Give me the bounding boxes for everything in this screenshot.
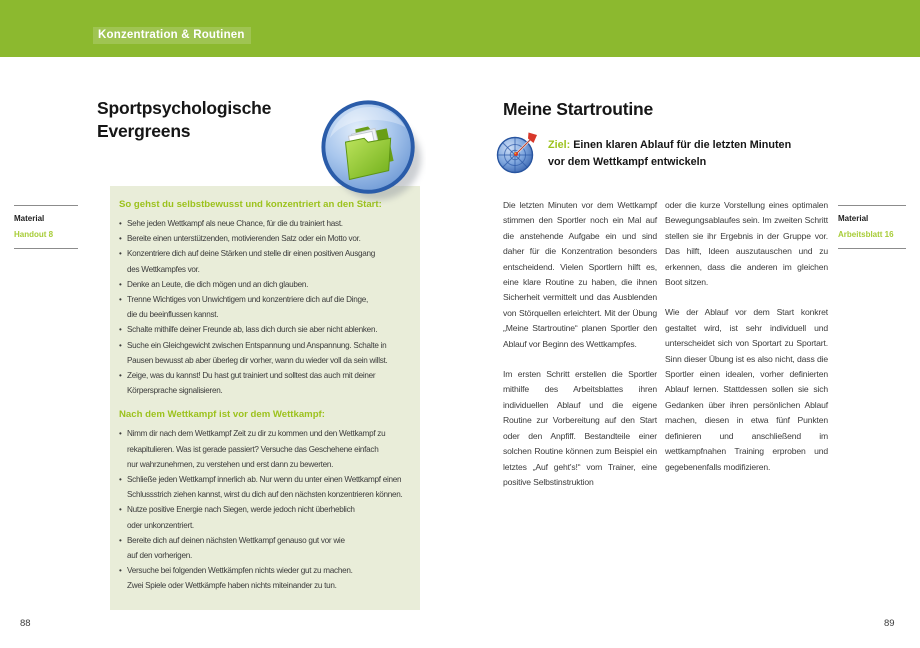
info-box-sections bbox=[119, 199, 414, 594]
bullet-line: Schließe jeden Wettkampf innerlich ab. Nur wenn du unter einen Wettkampf einen bbox=[127, 474, 402, 485]
left-page-title bbox=[97, 97, 271, 143]
dartboard-icon bbox=[495, 129, 541, 175]
bullet-line: Pausen bewusst ab aber überleg dir vorher, wann du wieder voll da sein willst. bbox=[127, 354, 388, 365]
bullet-item bbox=[119, 277, 414, 292]
bullet-item bbox=[119, 502, 414, 532]
folder-icon bbox=[318, 97, 426, 205]
chapter-header-bar bbox=[0, 0, 920, 57]
material-note-right bbox=[838, 205, 906, 249]
goal-text-line2: vor dem Wettkampf entwickeln bbox=[548, 155, 707, 168]
material-note-left bbox=[14, 205, 78, 249]
bullet-item bbox=[119, 426, 414, 472]
bullet-item bbox=[119, 368, 414, 398]
body-paragraph: Im ersten Schritt erstellen die Sportler mithilfe des Arbeitsblattes ihren individuellen Ablauf und die eigene Routine zur Vorbereitung auf den Start oder den Anpfiff. Bestandteile einer solchen Routine können zum Beispiel ein letztes „Auf geht's!“ vom Trainer, eine positive Selbstinstruktion bbox=[503, 369, 657, 487]
bullet-line: des Wettkampfes vor. bbox=[127, 263, 200, 274]
bullet-line: rekapitulieren. Was ist gerade passiert? Versuche das Geschehene einfach bbox=[127, 443, 379, 454]
body-column-1 bbox=[503, 198, 657, 505]
bullet-text bbox=[127, 246, 375, 276]
bullet-line: Nimm dir nach dem Wettkampf Zeit zu dir zu kommen und den Wettkampf zu bbox=[127, 428, 386, 439]
body-paragraph: Wie der Ablauf vor dem Start konkret gestaltet wird, ist sehr individuell und unterscheidet sich von Sportart zu Sportart. Sinn dieser Übung ist es also nicht, dass die Sportler einen idealen, vorher definierten Ablauf lernen. Stattdessen sollen sie sich Gedanken über ihren persönlichen Ablauf machen, diesen in etwa fünf Punkten definieren und anschließend im wettkampfnahen Training erproben und gegebenenfalls modifizieren. bbox=[665, 307, 828, 472]
bullet-glyph: • bbox=[119, 475, 122, 485]
bullet-line: Zwei Spiele oder Wettkämpfe haben nichts miteinander zu tun. bbox=[127, 580, 337, 591]
bullet-glyph: • bbox=[119, 535, 122, 545]
bullet-line: Suche ein Gleichgewicht zwischen Entspannung und Anspannung. Schalte in bbox=[127, 339, 387, 350]
bullet-glyph: • bbox=[119, 234, 122, 244]
bullet-item bbox=[119, 292, 414, 322]
bullet-glyph: • bbox=[119, 371, 122, 381]
bullet-line: Bereite einen unterstützenden, motivierenden Satz oder ein Motto vor. bbox=[127, 233, 361, 244]
bullet-line: Versuche bei folgenden Wettkämpfen nichts wieder gut zu machen. bbox=[127, 565, 353, 576]
bullet-line: Zeige, was du kannst! Du hast gut trainiert und solltest das auch mit deiner bbox=[127, 370, 376, 381]
box-section-heading: So gehst du selbstbewusst und konzentriert an den Start: bbox=[119, 199, 382, 210]
bullet-text bbox=[127, 292, 368, 322]
body-paragraph: oder die kurze Vorstellung eines optimalen Bewegungsablaufes sein. Im zweiten Schritt stellen sie ihr Ergebnis in der Gruppe vor. Das hilft, Ideen auszutauschen und zu erkennen, dass die anderen im gleichen Boot sitzen. bbox=[665, 200, 828, 288]
bullet-line: die du beeinflussen kannst. bbox=[127, 309, 219, 320]
bullet-glyph: • bbox=[119, 340, 122, 350]
bullet-line: oder unkonzentriert. bbox=[127, 519, 194, 530]
bullet-line: Körpersprache signalisieren. bbox=[127, 385, 223, 396]
bullet-glyph: • bbox=[119, 325, 122, 335]
body-paragraph: Die letzten Minuten vor dem Wettkampf stimmen den Sportler noch ein Mal auf die anstehende Aufgabe ein und sind daher für die Konzentration besonders entscheidend. Vielen Sportlern hilft es, eine klare Routine zu haben, die ihnen Sicherheit vermittelt und das Ausblenden von Störquellen erleichtert. Mit der Übung „Meine Startroutine“ planen Sportler den Ablauf vor Beginn des Wettkampfes. bbox=[503, 200, 657, 349]
bullet-text bbox=[127, 472, 403, 502]
bullet-glyph: • bbox=[119, 279, 122, 289]
bullet-line: Bereite dich auf deinen nächsten Wettkampf genauso gut vor wie bbox=[127, 534, 345, 545]
bullet-glyph: • bbox=[119, 249, 122, 259]
material-value: Handout 8 bbox=[14, 230, 54, 239]
bullet-item bbox=[119, 246, 414, 276]
bullet-line: Denke an Leute, die dich mögen und an dich glauben. bbox=[127, 278, 309, 289]
chapter-title: Konzentration & Routinen bbox=[93, 27, 251, 44]
left-page-title-line1: Sportpsychologische bbox=[97, 98, 272, 118]
left-page-title-line2: Evergreens bbox=[97, 121, 191, 141]
bullet-item bbox=[119, 322, 414, 337]
bullet-glyph: • bbox=[119, 566, 122, 576]
tips-box bbox=[110, 186, 420, 610]
bullet-text bbox=[127, 426, 385, 472]
material-label: Material bbox=[838, 214, 869, 223]
bullet-line: nur wahrzunehmen, zu verstehen und erst dann zu bewerten. bbox=[127, 458, 334, 469]
bullet-glyph: • bbox=[119, 505, 122, 515]
bullet-text bbox=[127, 216, 343, 231]
material-value: Arbeitsblatt 16 bbox=[838, 230, 894, 239]
body-column-2 bbox=[665, 198, 828, 490]
bullet-text bbox=[127, 338, 388, 368]
bullet-glyph: • bbox=[119, 219, 122, 228]
page-number-right: 89 bbox=[884, 618, 895, 629]
bullet-text bbox=[127, 563, 353, 593]
bullet-line: auf den vorherigen. bbox=[127, 550, 192, 561]
right-page-title: Meine Startroutine bbox=[503, 99, 654, 119]
bullet-line: Nutze positive Energie nach Siegen, werde jedoch nicht überheblich bbox=[127, 504, 355, 515]
bullet-line: Trenne Wichtiges von Unwichtigem und konzentriere dich auf die Dinge, bbox=[127, 294, 368, 305]
bullet-item bbox=[119, 338, 414, 368]
bullet-line: Konzentriere dich auf deine Stärken und stelle dir einen positiven Ausgang bbox=[127, 248, 376, 259]
bullet-text bbox=[127, 533, 345, 563]
bullet-text bbox=[127, 502, 355, 532]
goal-text-line1: Einen klaren Ablauf für die letzten Minuten bbox=[573, 139, 792, 151]
bullet-line: Schalte mithilfe deiner Freunde ab, lass dich durch sie aber nicht ablenken. bbox=[127, 324, 378, 335]
page-number-left: 88 bbox=[20, 618, 31, 629]
bullet-item bbox=[119, 472, 414, 502]
bullet-glyph: • bbox=[119, 295, 122, 305]
bullet-item bbox=[119, 216, 414, 231]
goal-line1 bbox=[548, 137, 791, 154]
bullet-line: Sehe jeden Wettkampf als neue Chance, für die du trainiert hast. bbox=[127, 218, 343, 228]
bullet-text bbox=[127, 322, 377, 337]
goal-statement bbox=[548, 137, 791, 170]
material-label: Material bbox=[14, 214, 45, 223]
bullet-line: Schlussstrich ziehen kannst, wirst du dich auf den nächsten konzentrieren können. bbox=[127, 489, 403, 500]
box-section-heading: Nach dem Wettkampf ist vor dem Wettkampf: bbox=[119, 409, 325, 421]
bullet-item bbox=[119, 231, 414, 246]
goal-label: Ziel: bbox=[548, 139, 571, 151]
bullet-text bbox=[127, 231, 361, 246]
bullet-item bbox=[119, 533, 414, 563]
bullet-text bbox=[127, 277, 308, 292]
bullet-text bbox=[127, 368, 375, 398]
bullet-item bbox=[119, 563, 414, 593]
bullet-glyph: • bbox=[119, 429, 122, 439]
